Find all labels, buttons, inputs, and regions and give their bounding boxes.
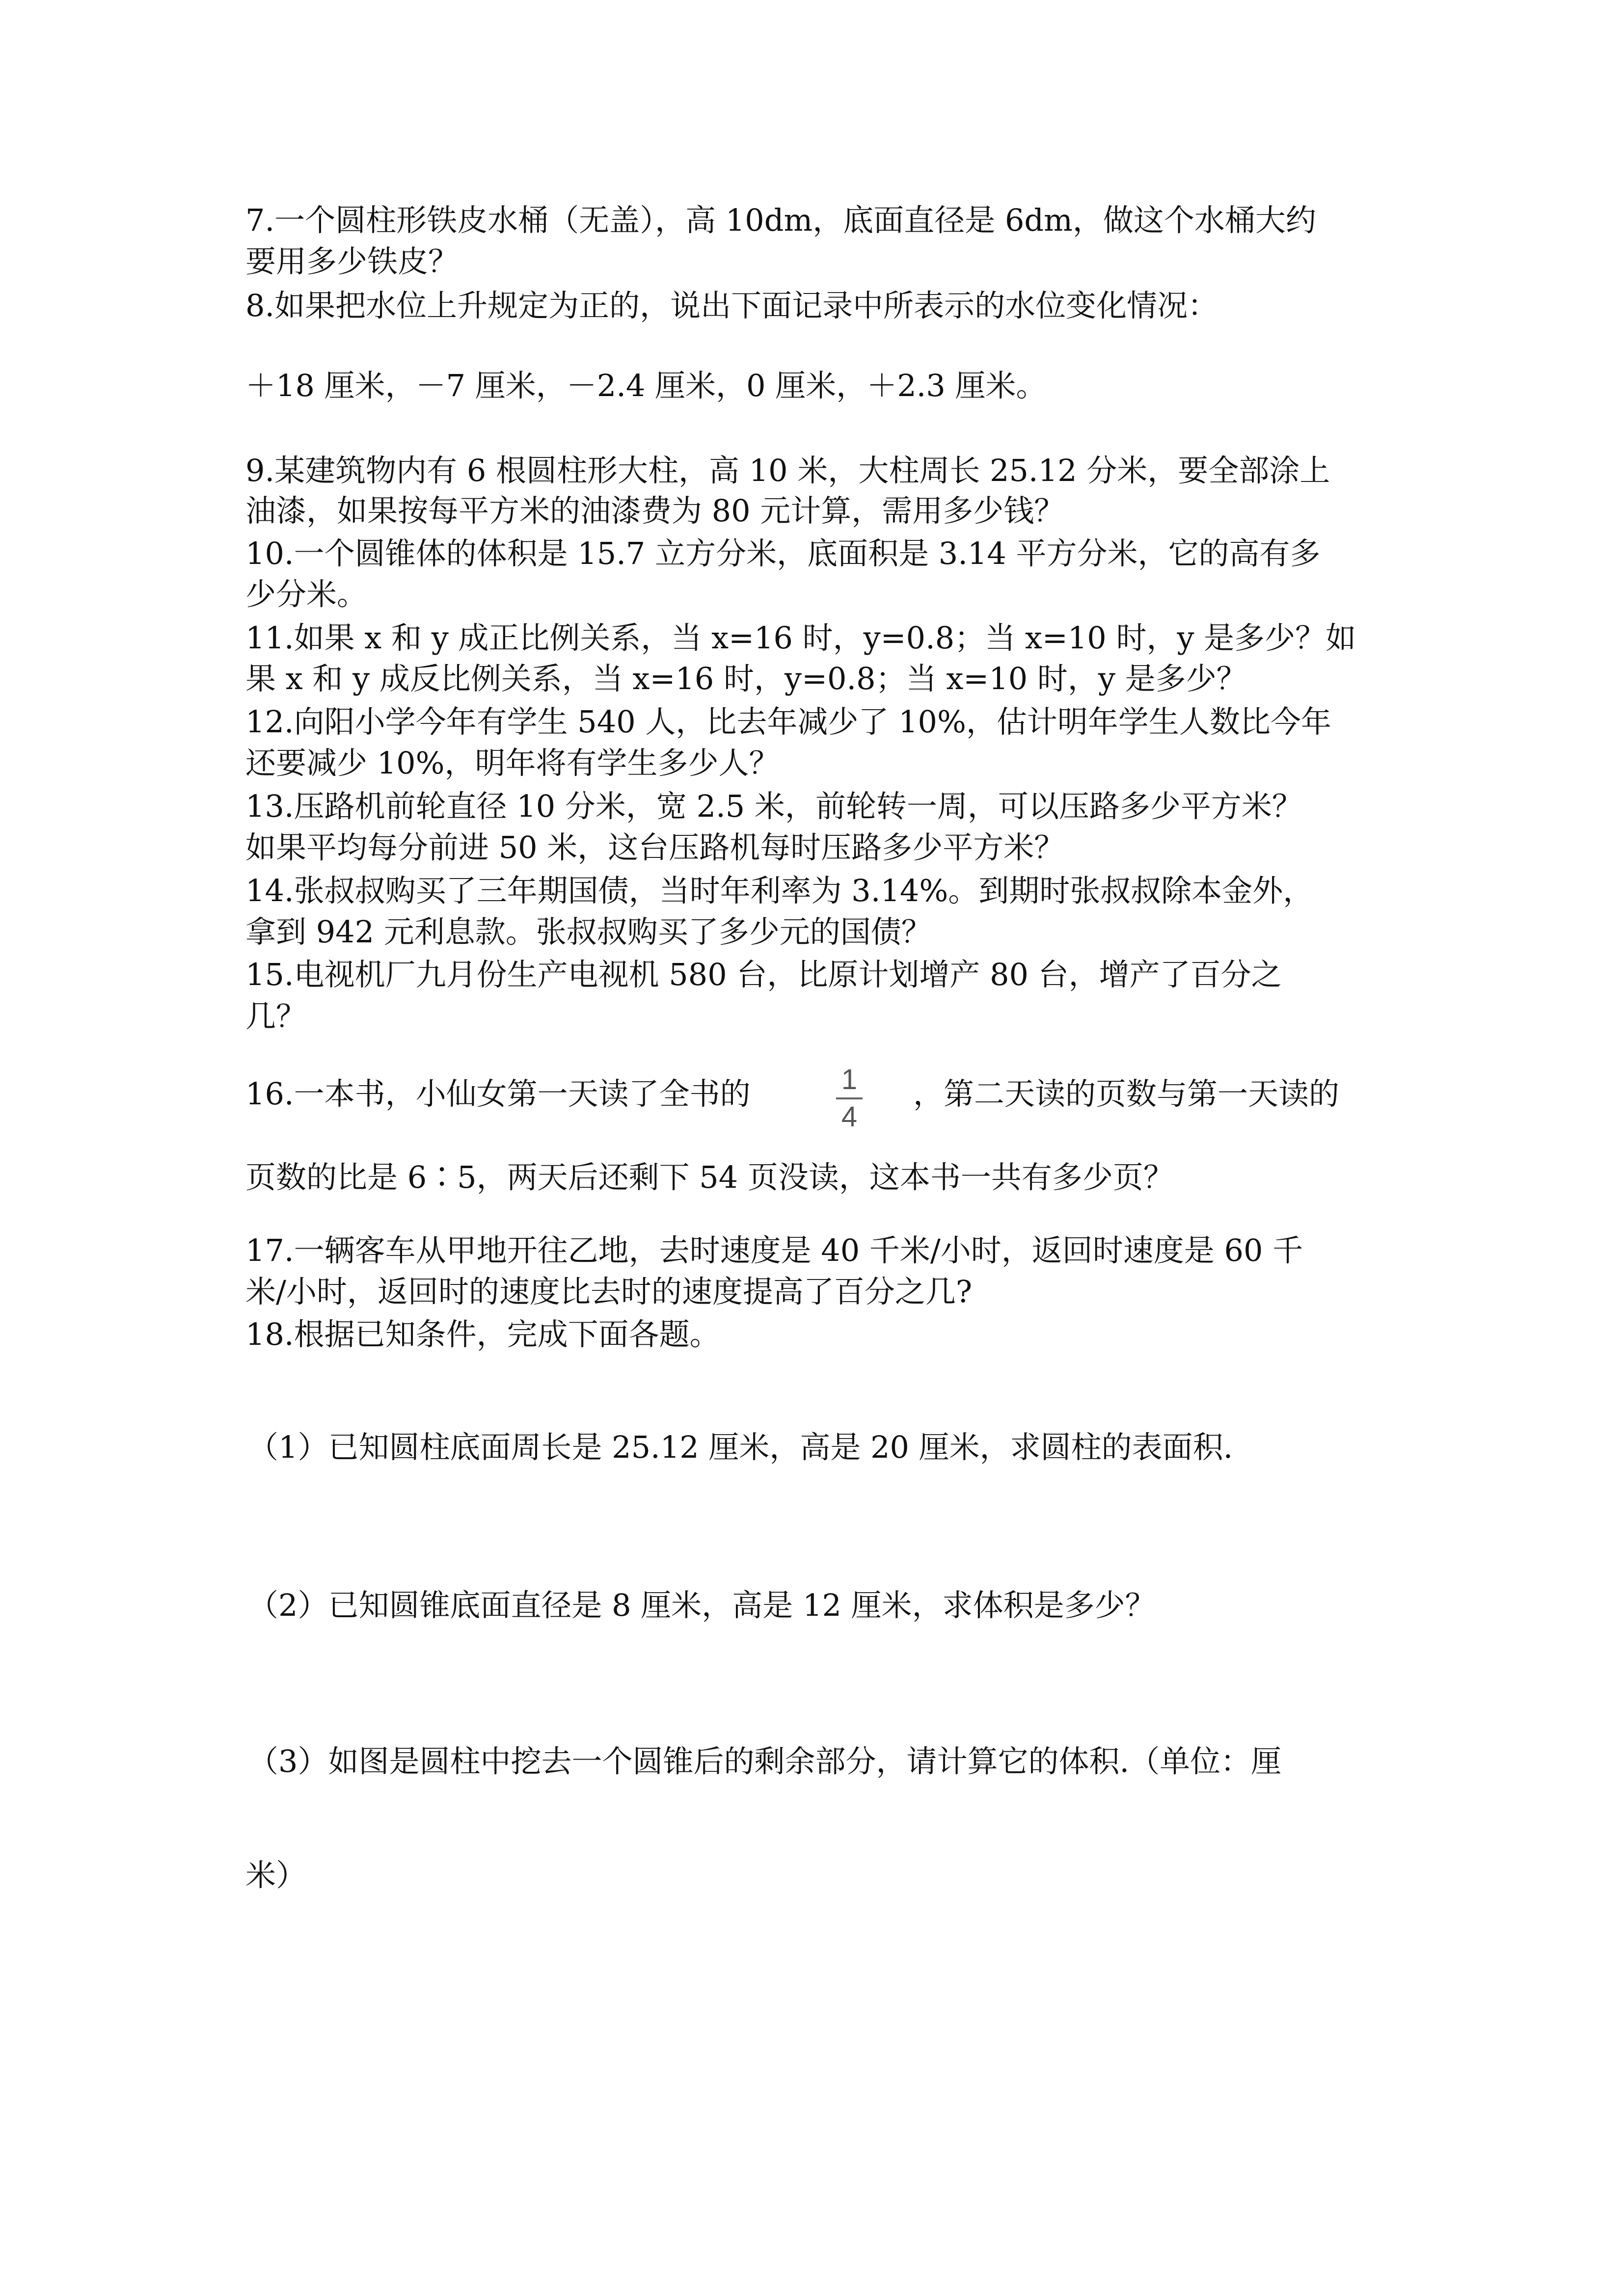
- fraction-bar: [836, 1097, 863, 1099]
- question-18-part-3-line-2: 米）: [245, 1857, 307, 1893]
- question-17-line-1: 17.一辆客车从甲地开往乙地，去时速度是 40 千米/小时，返回时速度是 60 千: [245, 1232, 1303, 1268]
- question-13-line-1: 13.压路机前轮直径 10 分米，宽 2.5 米，前轮转一周，可以压路多少平方米？: [245, 788, 1302, 824]
- question-18-part-2: （2）已知圆锥底面直径是 8 厘米，高是 12 厘米，求体积是多少？: [248, 1587, 1156, 1623]
- fraction-denominator: 4: [841, 1101, 858, 1133]
- question-10-line-2: 少分米。: [245, 576, 368, 612]
- question-9-line-1: 9.某建筑物内有 6 根圆柱形大柱，高 10 米，大柱周长 25.12 分米，要全部涂上: [245, 453, 1330, 488]
- question-11-line-2: 果 x 和 y 成反比例关系，当 x=16 时，y=0.8；当 x=10 时，y 是多少？: [245, 661, 1247, 696]
- question-16-line-2: 页数的比是 6∶5，两天后还剩下 54 页没读，这本书一共有多少页？: [245, 1159, 1174, 1195]
- question-7-line-2: 要用多少铁皮？: [245, 243, 459, 279]
- question-11-line-1: 11.如果 x 和 y 成正比例关系，当 x=16 时，y=0.8；当 x=10 时，y 是多少？如: [245, 620, 1356, 656]
- question-9-line-2: 油漆，如果按每平方米的油漆费为 80 元计算，需用多少钱？: [245, 493, 1065, 529]
- question-7-line-1: 7.一个圆柱形铁皮水桶（无盖），高 10dm，底面直径是 6dm，做这个水桶大约: [245, 202, 1316, 238]
- question-18-heading: 18.根据已知条件，完成下面各题。: [245, 1316, 720, 1352]
- fraction-one-quarter: [832, 1065, 866, 1134]
- question-16-line-1-start: 16.一本书，小仙女第一天读了全书的: [245, 1076, 751, 1112]
- question-14-line-1: 14.张叔叔购买了三年期国债，当时年利率为 3.14%。到期时张叔叔除本金外，: [245, 873, 1314, 908]
- question-15-line-2: 几？: [245, 998, 307, 1034]
- question-18-part-3-line-1: （3）如图是圆柱中挖去一个圆锥后的剩余部分，请计算它的体积.（单位：厘: [248, 1743, 1282, 1779]
- question-17-line-2: 米/小时，返回时的速度比去时的速度提高了百分之几?: [245, 1274, 973, 1309]
- question-14-line-2: 拿到 942 元利息款。张叔叔购买了多少元的国债？: [245, 914, 932, 950]
- question-8-line-1: 8.如果把水位上升规定为正的，说出下面记录中所表示的水位变化情况：: [245, 288, 1218, 323]
- question-15-line-1: 15.电视机厂九月份生产电视机 580 台，比原计划增产 80 台，增产了百分之: [245, 957, 1282, 992]
- question-12-line-1: 12.向阳小学今年有学生 540 人，比去年减少了 10%，估计明年学生人数比今年: [245, 704, 1331, 740]
- question-12-line-2: 还要减少 10%，明年将有学生多少人？: [245, 745, 780, 781]
- question-18-part-1: （1）已知圆柱底面周长是 25.12 厘米，高是 20 厘米，求圆柱的表面积.: [248, 1429, 1233, 1465]
- question-13-line-2: 如果平均每分前进 50 米，这台压路机每时压路多少平方米？: [245, 829, 1065, 865]
- question-16-line-1-end: ，第二天读的页数与第一天读的: [913, 1076, 1340, 1112]
- question-10-line-1: 10.一个圆锥体的体积是 15.7 立方分米，底面积是 3.14 平方分米，它的高有多: [245, 535, 1321, 571]
- question-8-values: ＋18 厘米，－7 厘米，－2.4 厘米，0 厘米，＋2.3 厘米。: [245, 368, 1047, 403]
- fraction-numerator: 1: [841, 1064, 858, 1095]
